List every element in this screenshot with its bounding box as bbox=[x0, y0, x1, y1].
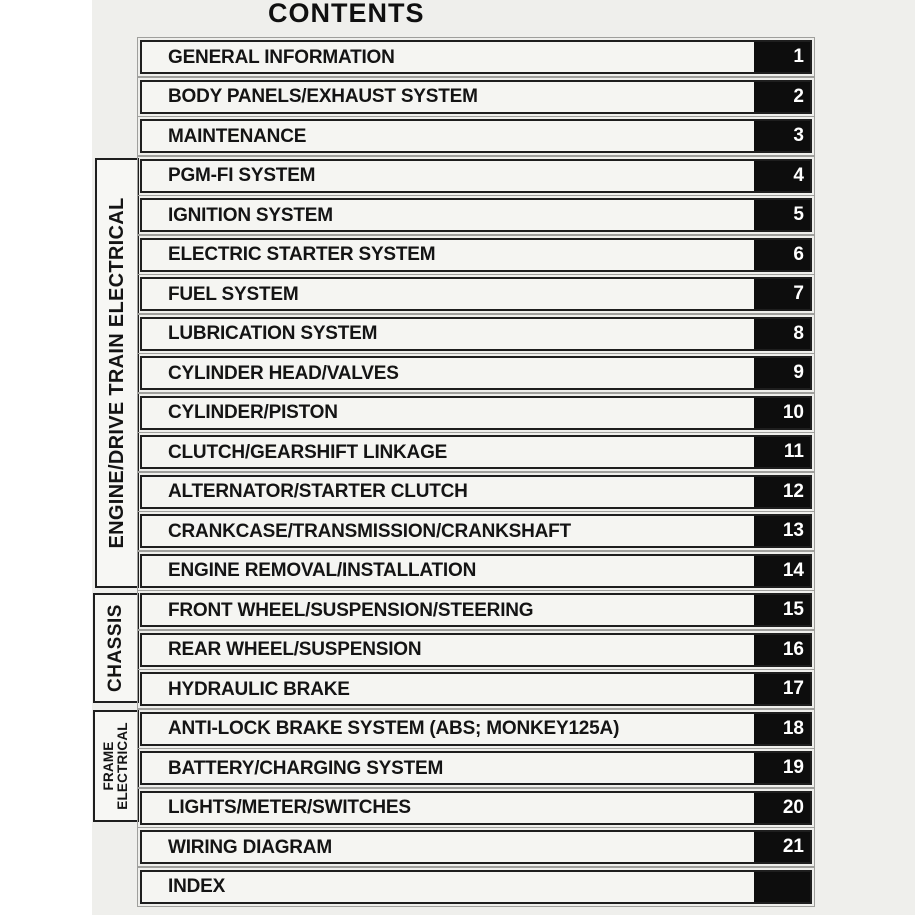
chapter-number-box: 3 bbox=[754, 121, 810, 151]
chapter-number-box: 21 bbox=[754, 832, 810, 862]
chapter-row bbox=[140, 396, 812, 430]
chapter-number-box: 17 bbox=[754, 674, 810, 704]
chapter-title: LUBRICATION SYSTEM bbox=[168, 323, 378, 344]
chapter-row bbox=[140, 593, 812, 627]
chapter-title: ANTI-LOCK BRAKE SYSTEM (ABS; MONKEY125A) bbox=[168, 718, 620, 739]
chapter-row bbox=[140, 475, 812, 509]
chapter-row bbox=[140, 80, 812, 114]
section-label-engine-drive-train-electrical: ENGINE/DRIVE TRAIN ELECTRICAL bbox=[105, 197, 128, 549]
chapter-number-box: 1 bbox=[754, 42, 810, 72]
chapter-row bbox=[140, 672, 812, 706]
chapter-title: PGM-FI SYSTEM bbox=[168, 165, 316, 186]
chapter-title: ALTERNATOR/STARTER CLUTCH bbox=[168, 481, 468, 502]
chapter-number-box: 9 bbox=[754, 358, 810, 388]
chapter-list bbox=[140, 40, 812, 909]
chapter-title: HYDRAULIC BRAKE bbox=[168, 678, 350, 700]
chapter-number-box: 11 bbox=[754, 437, 810, 467]
chapter-number-box: 19 bbox=[754, 753, 810, 783]
chapter-number-box: 10 bbox=[754, 398, 810, 428]
chapter-number-box bbox=[754, 872, 810, 902]
chapter-row bbox=[140, 830, 812, 864]
chapter-title: FRONT WHEEL/SUSPENSION/STEERING bbox=[168, 599, 534, 621]
chapter-row bbox=[140, 791, 812, 825]
chapter-number-box: 12 bbox=[754, 477, 810, 507]
chapter-title: MAINTENANCE bbox=[168, 125, 307, 147]
chapter-number-box: 16 bbox=[754, 635, 810, 665]
chapter-title: GENERAL INFORMATION bbox=[168, 46, 395, 68]
chapter-title: LIGHTS/METER/SWITCHES bbox=[168, 797, 411, 818]
chapter-row bbox=[140, 633, 812, 667]
section-box-engine-drive-train-electrical bbox=[95, 158, 139, 588]
section-box-chassis bbox=[93, 593, 139, 703]
chapter-number-box: 7 bbox=[754, 279, 810, 309]
chapter-number-box: 20 bbox=[754, 793, 810, 823]
chapter-row bbox=[140, 712, 812, 746]
section-label-frame-electrical: FRAME ELECTRICAL bbox=[101, 722, 130, 810]
chapter-number-box: 15 bbox=[754, 595, 810, 625]
chapter-row bbox=[140, 870, 812, 904]
chapter-row bbox=[140, 317, 812, 351]
chapter-number-box: 2 bbox=[754, 82, 810, 112]
chapter-title: CRANKCASE/TRANSMISSION/CRANKSHAFT bbox=[168, 520, 571, 542]
chapter-row bbox=[140, 198, 812, 232]
chapter-number-box: 6 bbox=[754, 240, 810, 270]
chapter-number-box: 13 bbox=[754, 516, 810, 546]
chapter-title: ENGINE REMOVAL/INSTALLATION bbox=[168, 560, 477, 581]
section-box-frame-electrical bbox=[93, 710, 139, 822]
chapter-title: REAR WHEEL/SUSPENSION bbox=[168, 639, 422, 660]
chapter-row bbox=[140, 751, 812, 785]
chapter-number-box: 5 bbox=[754, 200, 810, 230]
chapter-row bbox=[140, 119, 812, 153]
chapter-title: INDEX bbox=[168, 876, 226, 897]
chapter-number-box: 18 bbox=[754, 714, 810, 744]
chapter-title: BODY PANELS/EXHAUST SYSTEM bbox=[168, 86, 478, 107]
chapter-row bbox=[140, 514, 812, 548]
chapter-row bbox=[140, 277, 812, 311]
chapter-title: CLUTCH/GEARSHIFT LINKAGE bbox=[168, 441, 448, 463]
chapter-row bbox=[140, 159, 812, 193]
chapter-row bbox=[140, 238, 812, 272]
chapter-title: WIRING DIAGRAM bbox=[168, 836, 332, 858]
chapter-title: BATTERY/CHARGING SYSTEM bbox=[168, 757, 444, 779]
page-title: CONTENTS bbox=[268, 0, 425, 28]
chapter-title: FUEL SYSTEM bbox=[168, 283, 299, 305]
chapter-title: CYLINDER HEAD/VALVES bbox=[168, 362, 399, 384]
chapter-row bbox=[140, 40, 812, 74]
section-label-chassis: CHASSIS bbox=[105, 604, 126, 692]
chapter-number-box: 8 bbox=[754, 319, 810, 349]
chapter-row bbox=[140, 435, 812, 469]
chapter-title: CYLINDER/PISTON bbox=[168, 402, 338, 423]
chapter-number-box: 14 bbox=[754, 556, 810, 586]
chapter-row bbox=[140, 356, 812, 390]
chapter-title: ELECTRIC STARTER SYSTEM bbox=[168, 244, 436, 265]
chapter-title: IGNITION SYSTEM bbox=[168, 204, 333, 226]
chapter-row bbox=[140, 554, 812, 588]
chapter-number-box: 4 bbox=[754, 161, 810, 191]
